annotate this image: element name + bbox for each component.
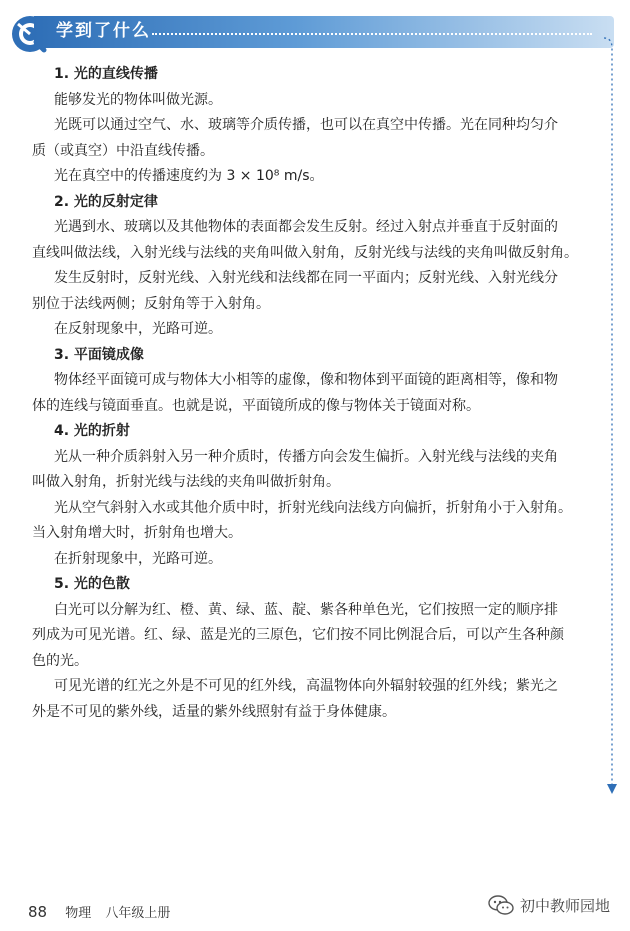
paragraph: 白光可以分解为红、橙、黄、绿、蓝、靛、紫各种单色光，它们按照一定的顺序排 (54, 601, 558, 618)
page-footer (28, 902, 170, 921)
paragraph: 能够发光的物体叫做光源。 (54, 91, 222, 108)
paragraph: 外是不可见的紫外线，适量的紫外线照射有益于身体健康。 (32, 703, 396, 720)
section-title: 1. 光的直线传播 (54, 66, 158, 82)
paragraph: 叫做入射角，折射光线与法线的夹角叫做折射角。 (32, 474, 340, 490)
paragraph: 别位于法线两侧；反射角等于入射角。 (32, 295, 270, 312)
paragraph: 在反射现象中，光路可逆。 (54, 321, 222, 337)
section-title: 4. 光的折射 (54, 423, 130, 439)
wechat-icon (488, 894, 514, 916)
section-title: 3. 平面镜成像 (54, 346, 144, 363)
paragraph: 质（或真空）中沿直线传播。 (32, 142, 214, 159)
watermark (488, 894, 610, 916)
section-title: 5. 光的色散 (54, 576, 130, 592)
paragraph: 可见光谱的红光之外是不可见的红外线，高温物体向外辐射较强的红外线；紫光之 (54, 678, 558, 694)
paragraph: 光遇到水、玻璃以及其他物体的表面都会发生反射。经过入射点并垂直于反射面的 (54, 219, 558, 235)
summary-content (32, 62, 608, 725)
paragraph: 光从一种介质斜射入另一种介质时，传播方向会发生偏折。入射光线与法线的夹角 (54, 448, 558, 465)
paragraph: 色的光。 (32, 652, 88, 669)
paragraph: 直线叫做法线，入射光线与法线的夹角叫做入射角，反射光线与法线的夹角叫做反射角。 (32, 244, 578, 261)
page-title: 学到了什么 (56, 21, 151, 41)
paragraph: 物体经平面镜可成与物体大小相等的虚像，像和物体到平面镜的距离相等，像和物 (54, 372, 558, 388)
paragraph: 光既可以通过空气、水、玻璃等介质传播，也可以在真空中传播。光在同种均匀介 (54, 117, 558, 133)
paragraph: 光在真空中的传播速度约为 3 × 10⁸ m/s。 (54, 168, 324, 184)
page-number: 88 (28, 903, 48, 921)
paragraph: 发生反射时，反射光线、入射光线和法线都在同一平面内；反射光线、入射光线分 (54, 270, 558, 286)
paragraph: 当入射角增大时，折射角也增大。 (32, 525, 242, 541)
watermark-text: 初中教师园地 (520, 896, 611, 915)
subject-label: 物理 (65, 906, 92, 921)
paragraph: 列成为可见光谱。红、绿、蓝是光的三原色，它们按不同比例混合后，可以产生各种颜 (32, 627, 564, 643)
paragraph: 体的连线与镜面垂直。也就是说，平面镜所成的像与物体关于镜面对称。 (32, 397, 480, 414)
paragraph: 光从空气斜射入水或其他介质中时，折射光线向法线方向偏折，折射角小于入射角。 (54, 499, 572, 516)
section-title: 2. 光的反射定律 (54, 193, 158, 210)
banner-dotted-line (152, 33, 592, 35)
paragraph: 在折射现象中，光路可逆。 (54, 550, 222, 567)
grade-label: 八年级上册 (105, 906, 171, 921)
